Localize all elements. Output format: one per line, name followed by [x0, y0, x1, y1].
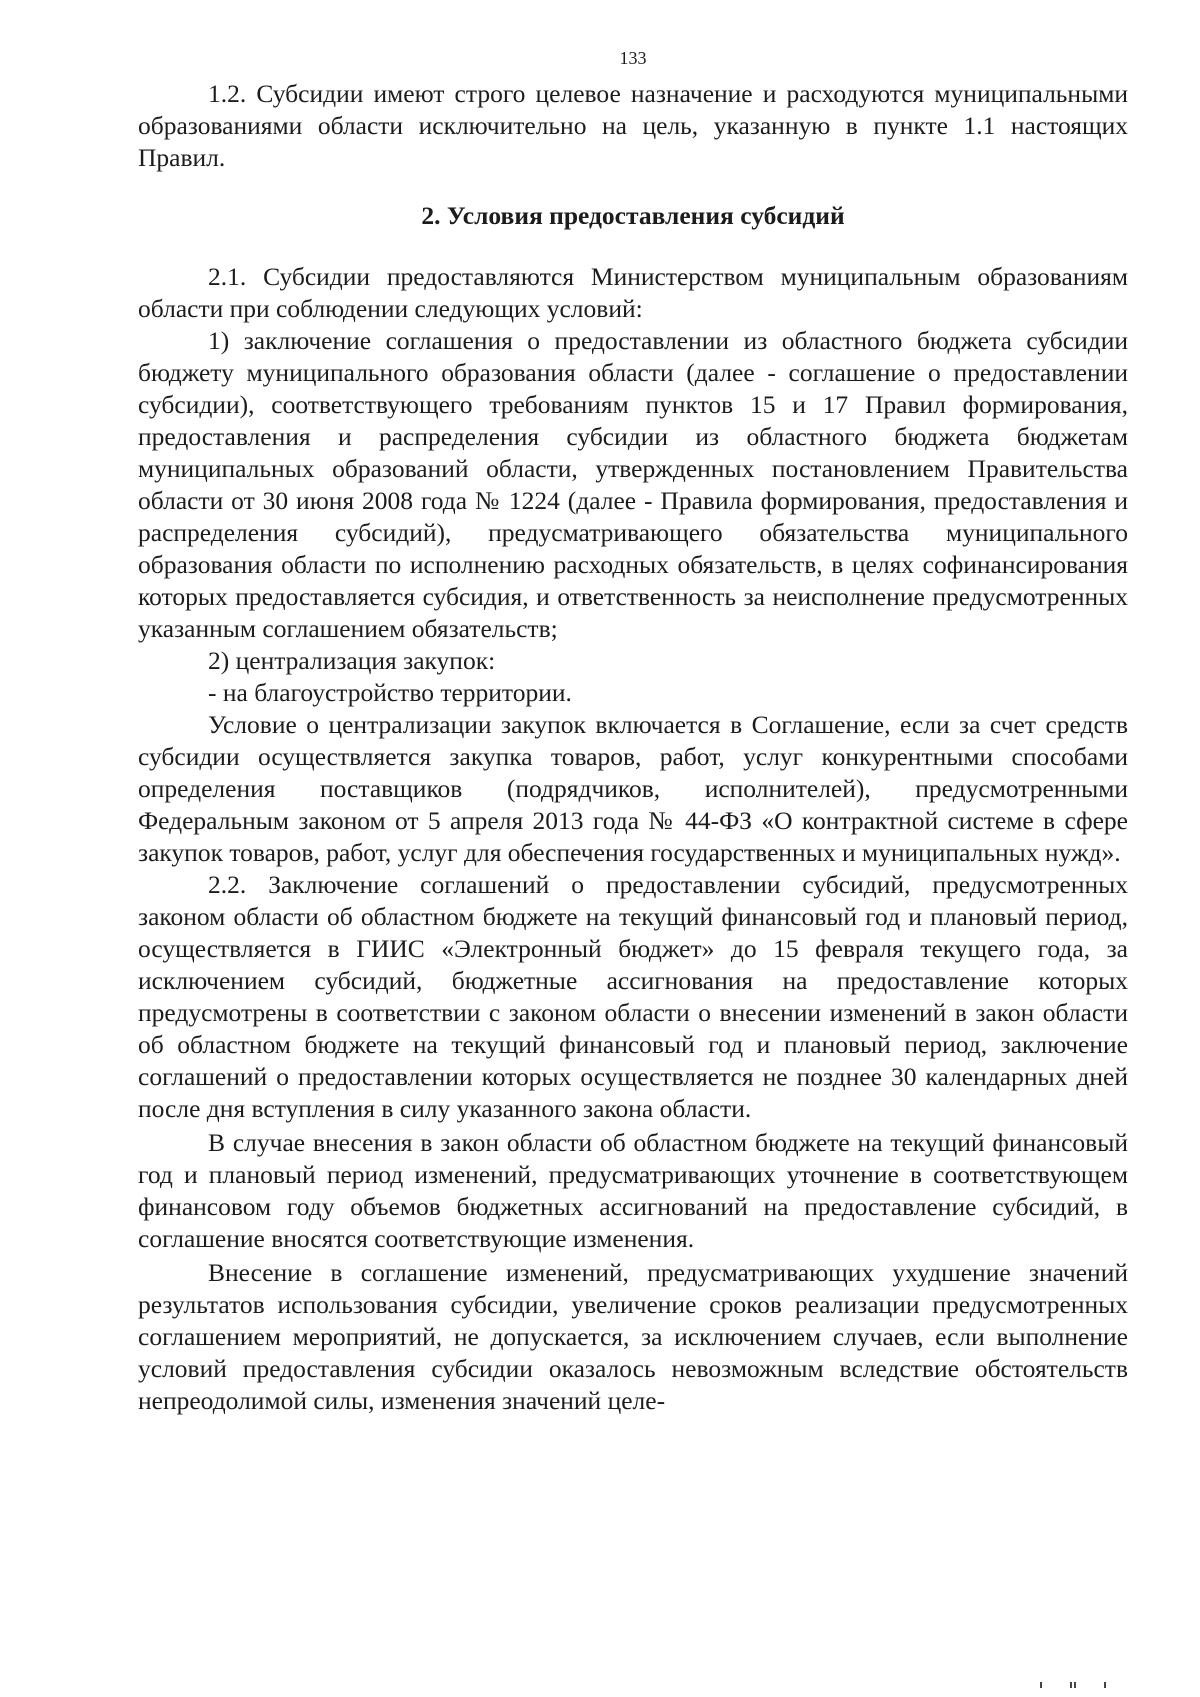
list-item-2-dash: - на благоустройство территории. — [208, 678, 572, 707]
paragraph-worsening: Внесение в соглашение изменений, предусматривающих ухудшение значений результатов использования субсидии, увеличение сроков реализации предусмотренных соглашением мероприятий, не допускается, за исключением случаев, если выполнение условий предоставления субсидии оказалось невозможным вследствие обстоятельств непреодолимой силы, изменения значений целе- — [138, 1258, 1128, 1415]
list-item-2: 2) централизация закупок: — [208, 646, 496, 675]
page-number: 133 — [619, 48, 647, 68]
paragraph-2-1: 2.1. Субсидии предоставляются Министерством муниципальным образованиям области при соблюдении следующих условий: — [138, 262, 1128, 323]
section-heading-2: 2. Условия предоставления субсидий — [421, 201, 845, 230]
paragraph-2-2: 2.2. Заключение соглашений о предоставлении субсидий, предусмотренных законом области об областном бюджете на текущий финансовый год и плановый период, осуществляется в ГИИС «Электронный бюджет» до 15 февраля текущего года, за исключением субсидий, бюджетные ассигнования на предоставление которых предусмотрены в соответствии с законом области о внесении изменений в закон области об областном бюджете на текущий финансовый год и плановый период, заключение соглашений о предоставлении которых осуществляется не позднее 30 календарных дней после дня вступления в силу указанного закона области. — [138, 870, 1128, 1123]
paragraph-condition: Условие о централизации закупок включается в Соглашение, если за счет средств субсидии осуществляется закупка товаров, работ, услуг конкурентными способами определения поставщиков (подрядчиков, исполнителей), предусмотренными Федеральным законом от 5 апреля 2013 года № 44-ФЗ «О контрактной системе в сфере закупок товаров, работ, услуг для обеспечения государственных и муниципальных нужд». — [138, 710, 1128, 867]
document-page — [138, 38, 1128, 1417]
paragraph-changes: В случае внесения в закон области об областном бюджете на текущий финансовый год и плановый период изменений, предусматривающих уточнение в соответствующем финансовом году объемов бюджетных ассигнований на предоставление субсидий, в соглашение вносятся соответствующие изменения. — [138, 1128, 1128, 1253]
list-item-1: 1) заключение соглашения о предоставлении из областного бюджета субсидии бюджету муниципального образования области (далее - соглашение о предоставлении субсидии), соответствующего требованиям пунктов 15 и 17 Правил формирования, предоставления и распределения субсидии из областного бюджета бюджетам муниципальных образований области, утвержденных постановлением Правительства области от 30 июня 2008 года № 1224 (далее - Правила формирования, предоставления и распределения субсидий), предусматривающего обязательства муниципального образования области по исполнению расходных обязательств, в целях софинансирования которых предоставляется субсидия, и ответственность за неисполнение предусмотренных указанным соглашением обязательств; — [138, 326, 1128, 643]
scan-artifact — [1040, 1680, 1120, 1688]
paragraph-1-2: 1.2. Субсидии имеют строго целевое назначение и расходуются муниципальными образованиями области исключительно на цель, указанную в пункте 1.1 настоящих Правил. — [138, 79, 1128, 172]
